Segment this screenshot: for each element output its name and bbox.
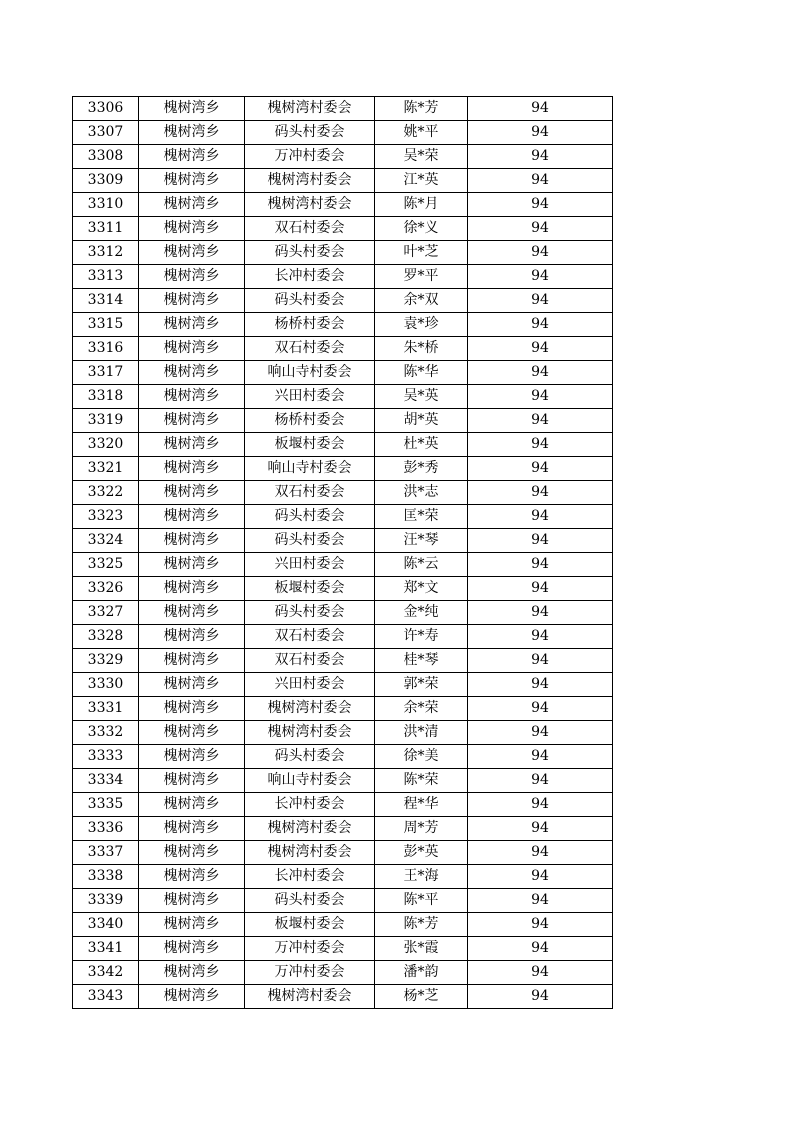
township-cell: 槐树湾乡 (139, 841, 245, 865)
table-row (73, 769, 613, 793)
serial-number-cell: 3329 (73, 649, 139, 673)
serial-number-cell: 3331 (73, 697, 139, 721)
village-committee-cell: 响山寺村委会 (245, 457, 375, 481)
village-committee-cell: 板堰村委会 (245, 433, 375, 457)
person-name-cell: 吴*荣 (375, 145, 468, 169)
village-committee-cell: 码头村委会 (245, 529, 375, 553)
serial-number-cell: 3330 (73, 673, 139, 697)
score-cell: 94 (468, 697, 613, 721)
serial-number-cell: 3340 (73, 913, 139, 937)
person-name-cell: 袁*珍 (375, 313, 468, 337)
village-committee-cell: 槐树湾村委会 (245, 97, 375, 121)
serial-number-cell: 3321 (73, 457, 139, 481)
table-row (73, 985, 613, 1009)
score-cell: 94 (468, 793, 613, 817)
score-cell: 94 (468, 505, 613, 529)
score-cell: 94 (468, 265, 613, 289)
table-row (73, 745, 613, 769)
serial-number-cell: 3322 (73, 481, 139, 505)
village-committee-cell: 码头村委会 (245, 289, 375, 313)
village-committee-cell: 槐树湾村委会 (245, 193, 375, 217)
table-row (73, 865, 613, 889)
table-row (73, 553, 613, 577)
table-row (73, 529, 613, 553)
village-committee-cell: 双石村委会 (245, 337, 375, 361)
township-cell: 槐树湾乡 (139, 241, 245, 265)
table-row (73, 721, 613, 745)
score-cell: 94 (468, 457, 613, 481)
table-row (73, 937, 613, 961)
village-committee-cell: 响山寺村委会 (245, 769, 375, 793)
person-name-cell: 余*双 (375, 289, 468, 313)
score-cell: 94 (468, 577, 613, 601)
serial-number-cell: 3334 (73, 769, 139, 793)
township-cell: 槐树湾乡 (139, 169, 245, 193)
person-name-cell: 徐*美 (375, 745, 468, 769)
table-row (73, 673, 613, 697)
serial-number-cell: 3328 (73, 625, 139, 649)
person-name-cell: 杨*芝 (375, 985, 468, 1009)
serial-number-cell: 3315 (73, 313, 139, 337)
person-name-cell: 周*芳 (375, 817, 468, 841)
village-committee-cell: 万冲村委会 (245, 937, 375, 961)
table-row (73, 889, 613, 913)
village-committee-cell: 槐树湾村委会 (245, 841, 375, 865)
serial-number-cell: 3335 (73, 793, 139, 817)
table-row (73, 625, 613, 649)
person-name-cell: 洪*志 (375, 481, 468, 505)
score-cell: 94 (468, 145, 613, 169)
village-committee-cell: 万冲村委会 (245, 961, 375, 985)
village-committee-cell: 杨桥村委会 (245, 313, 375, 337)
score-cell: 94 (468, 337, 613, 361)
serial-number-cell: 3333 (73, 745, 139, 769)
township-cell: 槐树湾乡 (139, 217, 245, 241)
table-row (73, 649, 613, 673)
table-row (73, 433, 613, 457)
township-cell: 槐树湾乡 (139, 361, 245, 385)
roster-table (72, 96, 613, 1009)
score-cell: 94 (468, 217, 613, 241)
serial-number-cell: 3313 (73, 265, 139, 289)
township-cell: 槐树湾乡 (139, 577, 245, 601)
village-committee-cell: 万冲村委会 (245, 145, 375, 169)
person-name-cell: 罗*平 (375, 265, 468, 289)
township-cell: 槐树湾乡 (139, 121, 245, 145)
township-cell: 槐树湾乡 (139, 889, 245, 913)
township-cell: 槐树湾乡 (139, 793, 245, 817)
person-name-cell: 汪*琴 (375, 529, 468, 553)
table-row (73, 361, 613, 385)
serial-number-cell: 3311 (73, 217, 139, 241)
township-cell: 槐树湾乡 (139, 913, 245, 937)
person-name-cell: 陈*荣 (375, 769, 468, 793)
table-row (73, 505, 613, 529)
serial-number-cell: 3338 (73, 865, 139, 889)
township-cell: 槐树湾乡 (139, 385, 245, 409)
village-committee-cell: 槐树湾村委会 (245, 721, 375, 745)
serial-number-cell: 3320 (73, 433, 139, 457)
village-committee-cell: 双石村委会 (245, 217, 375, 241)
roster-table-body (73, 97, 613, 1009)
township-cell: 槐树湾乡 (139, 721, 245, 745)
person-name-cell: 郭*荣 (375, 673, 468, 697)
person-name-cell: 陈*平 (375, 889, 468, 913)
person-name-cell: 吴*英 (375, 385, 468, 409)
score-cell: 94 (468, 649, 613, 673)
person-name-cell: 陈*华 (375, 361, 468, 385)
village-committee-cell: 兴田村委会 (245, 673, 375, 697)
person-name-cell: 潘*韵 (375, 961, 468, 985)
village-committee-cell: 码头村委会 (245, 121, 375, 145)
score-cell: 94 (468, 121, 613, 145)
score-cell: 94 (468, 913, 613, 937)
person-name-cell: 徐*义 (375, 217, 468, 241)
table-row (73, 385, 613, 409)
serial-number-cell: 3317 (73, 361, 139, 385)
table-row (73, 193, 613, 217)
person-name-cell: 陈*云 (375, 553, 468, 577)
township-cell: 槐树湾乡 (139, 313, 245, 337)
table-row (73, 313, 613, 337)
serial-number-cell: 3341 (73, 937, 139, 961)
score-cell: 94 (468, 313, 613, 337)
serial-number-cell: 3309 (73, 169, 139, 193)
person-name-cell: 王*海 (375, 865, 468, 889)
village-committee-cell: 长冲村委会 (245, 865, 375, 889)
township-cell: 槐树湾乡 (139, 457, 245, 481)
score-cell: 94 (468, 745, 613, 769)
table-row (73, 817, 613, 841)
village-committee-cell: 槐树湾村委会 (245, 169, 375, 193)
table-row (73, 289, 613, 313)
township-cell: 槐树湾乡 (139, 769, 245, 793)
person-name-cell: 朱*桥 (375, 337, 468, 361)
village-committee-cell: 双石村委会 (245, 625, 375, 649)
score-cell: 94 (468, 385, 613, 409)
score-cell: 94 (468, 529, 613, 553)
table-row (73, 841, 613, 865)
person-name-cell: 洪*清 (375, 721, 468, 745)
serial-number-cell: 3324 (73, 529, 139, 553)
serial-number-cell: 3336 (73, 817, 139, 841)
person-name-cell: 桂*琴 (375, 649, 468, 673)
table-row (73, 97, 613, 121)
serial-number-cell: 3325 (73, 553, 139, 577)
township-cell: 槐树湾乡 (139, 265, 245, 289)
village-committee-cell: 响山寺村委会 (245, 361, 375, 385)
township-cell: 槐树湾乡 (139, 697, 245, 721)
person-name-cell: 匡*荣 (375, 505, 468, 529)
person-name-cell: 许*寿 (375, 625, 468, 649)
township-cell: 槐树湾乡 (139, 481, 245, 505)
score-cell: 94 (468, 169, 613, 193)
serial-number-cell: 3327 (73, 601, 139, 625)
township-cell: 槐树湾乡 (139, 553, 245, 577)
person-name-cell: 余*荣 (375, 697, 468, 721)
village-committee-cell: 码头村委会 (245, 505, 375, 529)
serial-number-cell: 3306 (73, 97, 139, 121)
village-committee-cell: 槐树湾村委会 (245, 985, 375, 1009)
village-committee-cell: 板堰村委会 (245, 577, 375, 601)
township-cell: 槐树湾乡 (139, 505, 245, 529)
person-name-cell: 彭*英 (375, 841, 468, 865)
serial-number-cell: 3307 (73, 121, 139, 145)
serial-number-cell: 3316 (73, 337, 139, 361)
township-cell: 槐树湾乡 (139, 961, 245, 985)
person-name-cell: 程*华 (375, 793, 468, 817)
table-row (73, 961, 613, 985)
village-committee-cell: 长冲村委会 (245, 265, 375, 289)
township-cell: 槐树湾乡 (139, 433, 245, 457)
person-name-cell: 江*英 (375, 169, 468, 193)
person-name-cell: 陈*芳 (375, 97, 468, 121)
village-committee-cell: 码头村委会 (245, 745, 375, 769)
table-row (73, 121, 613, 145)
township-cell: 槐树湾乡 (139, 193, 245, 217)
township-cell: 槐树湾乡 (139, 289, 245, 313)
person-name-cell: 陈*月 (375, 193, 468, 217)
serial-number-cell: 3343 (73, 985, 139, 1009)
score-cell: 94 (468, 889, 613, 913)
table-row (73, 169, 613, 193)
table-row (73, 577, 613, 601)
serial-number-cell: 3339 (73, 889, 139, 913)
serial-number-cell: 3318 (73, 385, 139, 409)
village-committee-cell: 双石村委会 (245, 481, 375, 505)
township-cell: 槐树湾乡 (139, 817, 245, 841)
score-cell: 94 (468, 937, 613, 961)
table-row (73, 217, 613, 241)
township-cell: 槐树湾乡 (139, 865, 245, 889)
score-cell: 94 (468, 961, 613, 985)
table-row (73, 457, 613, 481)
serial-number-cell: 3308 (73, 145, 139, 169)
score-cell: 94 (468, 409, 613, 433)
score-cell: 94 (468, 601, 613, 625)
village-committee-cell: 码头村委会 (245, 601, 375, 625)
township-cell: 槐树湾乡 (139, 601, 245, 625)
person-name-cell: 陈*芳 (375, 913, 468, 937)
person-name-cell: 张*霞 (375, 937, 468, 961)
village-committee-cell: 兴田村委会 (245, 385, 375, 409)
village-committee-cell: 槐树湾村委会 (245, 817, 375, 841)
village-committee-cell: 码头村委会 (245, 889, 375, 913)
person-name-cell: 彭*秀 (375, 457, 468, 481)
table-row (73, 601, 613, 625)
township-cell: 槐树湾乡 (139, 985, 245, 1009)
person-name-cell: 郑*文 (375, 577, 468, 601)
person-name-cell: 金*纯 (375, 601, 468, 625)
person-name-cell: 叶*芝 (375, 241, 468, 265)
serial-number-cell: 3326 (73, 577, 139, 601)
table-row (73, 145, 613, 169)
serial-number-cell: 3337 (73, 841, 139, 865)
table-row (73, 481, 613, 505)
person-name-cell: 杜*英 (375, 433, 468, 457)
score-cell: 94 (468, 553, 613, 577)
score-cell: 94 (468, 193, 613, 217)
score-cell: 94 (468, 289, 613, 313)
village-committee-cell: 双石村委会 (245, 649, 375, 673)
serial-number-cell: 3312 (73, 241, 139, 265)
serial-number-cell: 3319 (73, 409, 139, 433)
score-cell: 94 (468, 841, 613, 865)
score-cell: 94 (468, 433, 613, 457)
score-cell: 94 (468, 769, 613, 793)
table-row (73, 265, 613, 289)
serial-number-cell: 3314 (73, 289, 139, 313)
table-row (73, 337, 613, 361)
table-row (73, 913, 613, 937)
serial-number-cell: 3342 (73, 961, 139, 985)
score-cell: 94 (468, 865, 613, 889)
serial-number-cell: 3332 (73, 721, 139, 745)
score-cell: 94 (468, 673, 613, 697)
township-cell: 槐树湾乡 (139, 409, 245, 433)
table-row (73, 409, 613, 433)
person-name-cell: 姚*平 (375, 121, 468, 145)
township-cell: 槐树湾乡 (139, 673, 245, 697)
township-cell: 槐树湾乡 (139, 337, 245, 361)
table-row (73, 793, 613, 817)
village-committee-cell: 板堰村委会 (245, 913, 375, 937)
township-cell: 槐树湾乡 (139, 529, 245, 553)
village-committee-cell: 长冲村委会 (245, 793, 375, 817)
township-cell: 槐树湾乡 (139, 745, 245, 769)
table-row (73, 697, 613, 721)
township-cell: 槐树湾乡 (139, 937, 245, 961)
village-committee-cell: 杨桥村委会 (245, 409, 375, 433)
score-cell: 94 (468, 817, 613, 841)
serial-number-cell: 3310 (73, 193, 139, 217)
table-row (73, 241, 613, 265)
township-cell: 槐树湾乡 (139, 625, 245, 649)
person-name-cell: 胡*英 (375, 409, 468, 433)
score-cell: 94 (468, 721, 613, 745)
score-cell: 94 (468, 625, 613, 649)
village-committee-cell: 兴田村委会 (245, 553, 375, 577)
score-cell: 94 (468, 97, 613, 121)
township-cell: 槐树湾乡 (139, 649, 245, 673)
score-cell: 94 (468, 481, 613, 505)
village-committee-cell: 槐树湾村委会 (245, 697, 375, 721)
score-cell: 94 (468, 361, 613, 385)
township-cell: 槐树湾乡 (139, 145, 245, 169)
score-cell: 94 (468, 985, 613, 1009)
score-cell: 94 (468, 241, 613, 265)
serial-number-cell: 3323 (73, 505, 139, 529)
village-committee-cell: 码头村委会 (245, 241, 375, 265)
township-cell: 槐树湾乡 (139, 97, 245, 121)
